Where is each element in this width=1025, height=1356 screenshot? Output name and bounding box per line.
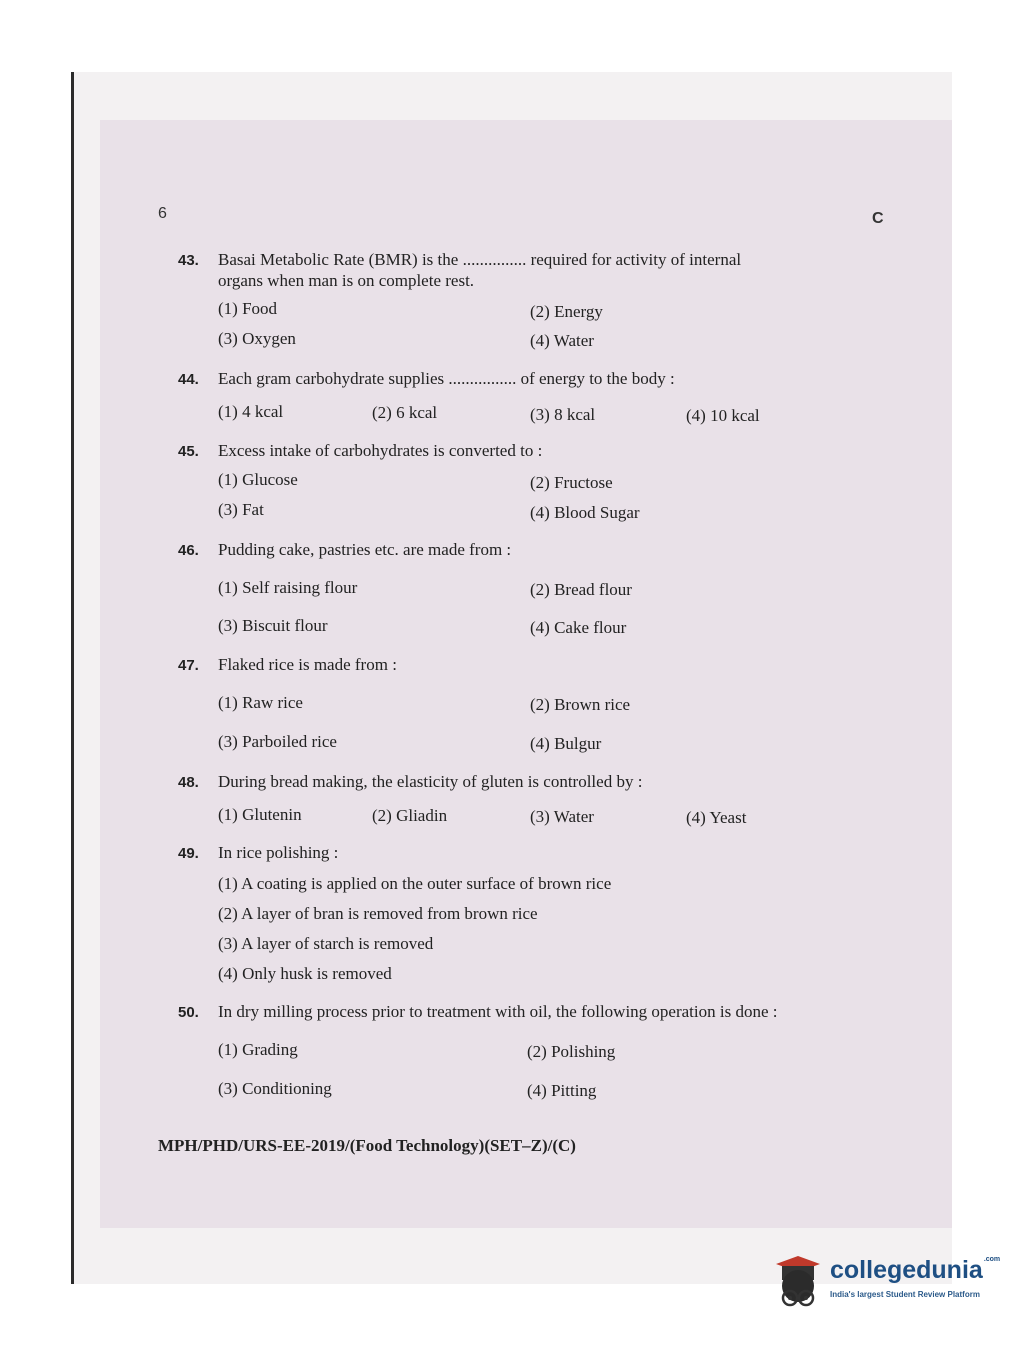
option: (2) 6 kcal <box>372 403 438 422</box>
question-number: 45. <box>178 443 199 460</box>
question-text: In dry milling process prior to treatment with oil, the following operation is done : <box>218 1002 778 1021</box>
option: (4) Yeast <box>686 808 747 827</box>
question-50 <box>178 1002 777 1023</box>
option: (4) Cake flour <box>530 618 627 637</box>
set-code: C <box>872 210 884 227</box>
scan-edge <box>71 72 74 1284</box>
exam-code-footer: MPH/PHD/URS-EE-2019/(Food Technology)(SET–Z)/(C) <box>158 1136 576 1155</box>
question-number: 48. <box>178 774 199 791</box>
option: (3) A layer of starch is removed <box>218 934 434 953</box>
option: (1) A coating is applied on the outer surface of brown rice <box>218 874 612 893</box>
option: (4) Blood Sugar <box>530 503 640 522</box>
page-number: 6 <box>158 205 167 222</box>
option: (1) Grading <box>218 1040 298 1059</box>
option: (3) Water <box>530 807 594 826</box>
question-48 <box>178 772 642 793</box>
option: (4) Only husk is removed <box>218 964 392 983</box>
question-text: Basai Metabolic Rate (BMR) is the ............... required for activity of internal <box>218 250 742 269</box>
option: (1) Raw rice <box>218 693 303 712</box>
option: (3) Oxygen <box>218 329 296 348</box>
option: (3) 8 kcal <box>530 405 596 424</box>
question-text: Excess intake of carbohydrates is converted to : <box>218 441 543 460</box>
question-text-line2: organs when man is on complete rest. <box>218 271 475 290</box>
option: (1) Self raising flour <box>218 578 358 597</box>
question-45 <box>178 441 542 462</box>
option: (3) Fat <box>218 500 264 519</box>
question-text: During bread making, the elasticity of gluten is controlled by : <box>218 772 643 791</box>
question-47 <box>178 655 397 676</box>
option: (4) Bulgur <box>530 734 602 753</box>
option: (2) Bread flour <box>530 580 632 599</box>
question-number: 47. <box>178 657 199 674</box>
option: (1) Food <box>218 299 278 318</box>
option: (4) Pitting <box>527 1081 597 1100</box>
question-number: 49. <box>178 845 199 862</box>
option: (2) Brown rice <box>530 695 631 714</box>
question-44 <box>178 369 675 390</box>
mascot-icon <box>768 1248 828 1318</box>
option: (1) Glutenin <box>218 805 302 824</box>
question-number: 43. <box>178 252 199 269</box>
question-43 <box>178 250 741 271</box>
question-49 <box>178 843 338 864</box>
logo-wordmark: collegedunia$^{.com}$ <box>830 1256 1001 1284</box>
option: (1) 4 kcal <box>218 402 284 421</box>
option: (2) Energy <box>530 302 603 321</box>
collegedunia-logo[interactable] <box>768 1248 1001 1318</box>
option: (4) Water <box>530 331 594 350</box>
option: (3) Biscuit flour <box>218 616 328 635</box>
question-text: Each gram carbohydrate supplies ................ of energy to the body : <box>218 369 675 388</box>
option: (3) Parboiled rice <box>218 732 337 751</box>
option: (2) Polishing <box>527 1042 616 1061</box>
question-number: 46. <box>178 542 199 559</box>
question-text: Pudding cake, pastries etc. are made from : <box>218 540 512 559</box>
option: (1) Glucose <box>218 470 298 489</box>
logo-tagline: India's largest Student Review Platform <box>830 1290 980 1299</box>
option: (4) 10 kcal <box>686 406 760 425</box>
option: (3) Conditioning <box>218 1079 332 1098</box>
question-number: 50. <box>178 1004 199 1021</box>
option: (2) Gliadin <box>372 806 448 825</box>
option: (2) Fructose <box>530 473 613 492</box>
question-number: 44. <box>178 371 199 388</box>
question-46 <box>178 540 511 561</box>
question-text: In rice polishing : <box>218 843 339 862</box>
question-text: Flaked rice is made from : <box>218 655 397 674</box>
option: (2) A layer of bran is removed from brown rice <box>218 904 538 923</box>
